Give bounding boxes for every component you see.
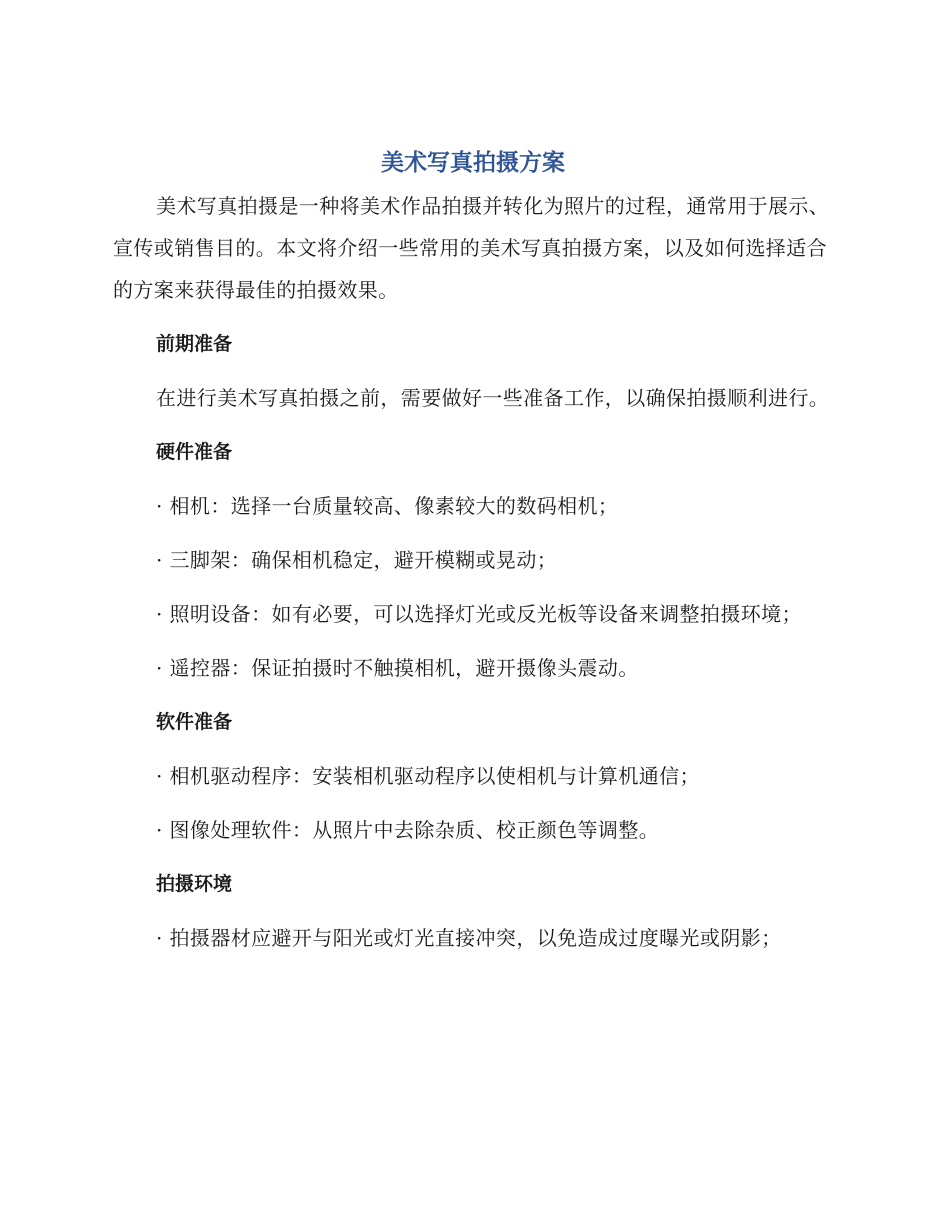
list-item: · 图像处理软件：从照片中去除杂质、校正颜色等调整。: [156, 818, 660, 842]
list-item: · 相机：选择一台质量较高、像素较大的数码相机；: [156, 494, 619, 518]
intro-paragraph: 美术写真拍摄是一种将美术作品拍摄并转化为照片的过程，通常用于展示、宣传或销售目的。本文将介绍一些常用的美术写真拍摄方案，以及如何选择适合的方案来获得最佳的拍摄效果。: [113, 194, 830, 302]
list-item: · 相机驱动程序：安装相机驱动程序以使相机与计算机通信；: [156, 764, 700, 788]
list-item: · 拍摄器材应避开与阳光或灯光直接冲突，以免造成过度曝光或阴影；: [156, 926, 782, 950]
list-item: · 三脚架：确保相机稳定，避开模糊或晃动；: [156, 548, 558, 572]
document-title: 美术写真拍摄方案: [381, 150, 565, 176]
list-item: · 照明设备：如有必要，可以选择灯光或反光板等设备来调整拍摄环境；: [156, 602, 802, 626]
list-item: · 遥控器：保证拍摄时不触摸相机，避开摄像头震动。: [156, 656, 639, 680]
section-heading-software: 软件准备: [156, 711, 233, 733]
section-heading-hardware: 硬件准备: [156, 441, 233, 463]
section-heading-environment: 拍摄环境: [156, 873, 233, 895]
preparation-paragraph: 在进行美术写真拍摄之前，需要做好一些准备工作，以确保拍摄顺利进行。: [156, 386, 830, 410]
section-heading-preparation: 前期准备: [156, 333, 233, 355]
document-page: [113, 145, 833, 959]
